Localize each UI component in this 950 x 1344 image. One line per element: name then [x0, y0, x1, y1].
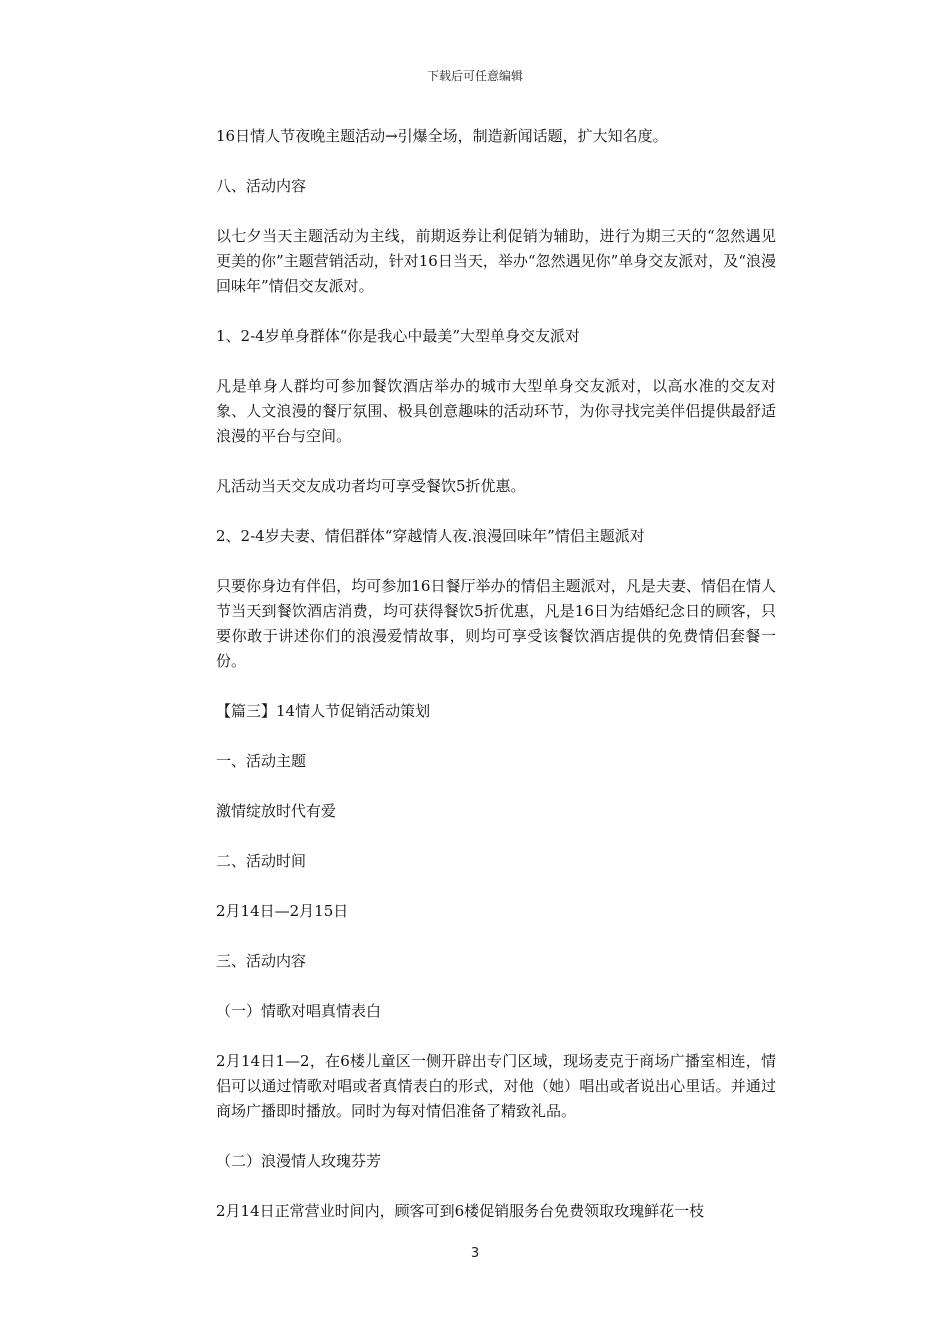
paragraph: 以七夕当天主题活动为主线，前期返券让利促销为辅助，进行为期三天的“忽然遇见更美的你”主题营销活动，针对16日当天，举办“忽然遇见你”单身交友派对，及“浪漫回味年”情侣交友派对。 — [216, 227, 776, 295]
section-heading: 一、活动主题 — [216, 752, 307, 770]
section-heading: 八、活动内容 — [216, 177, 307, 195]
paragraph: 16日情人节夜晚主题活动→引爆全场，制造新闻话题，扩大知名度。 — [216, 127, 668, 145]
page-header: 下载后可任意编辑 — [426, 69, 523, 83]
subsection-heading: 2、2-4岁夫妻、情侣群体“穿越情人夜.浪漫回味年”情侣主题派对 — [216, 527, 645, 545]
section-heading: 三、活动内容 — [216, 952, 307, 970]
paragraph: 凡是单身人群均可参加餐饮酒店举办的城市大型单身交友派对，以高水准的交友对象、人文浪漫的餐厅氛围、极具创意趣味的活动环节，为你寻找完美伴侣提供最舒适浪漫的平台与空间。 — [216, 377, 776, 445]
paragraph: 2月14日—2月15日 — [216, 902, 349, 920]
chapter-heading: 【篇三】14情人节促销活动策划 — [216, 702, 431, 720]
subsection-heading: 1、2-4岁单身群体“你是我心中最美”大型单身交友派对 — [216, 327, 581, 345]
subsection-heading: （二）浪漫情人玫瑰芬芳 — [216, 1152, 382, 1170]
paragraph: 只要你身边有伴侣，均可参加16日餐厅举办的情侣主题派对，凡是夫妻、情侣在情人节当天到餐饮酒店消费，均可获得餐饮5折优惠，凡是16日为结婚纪念日的顾客，只要你敢于讲述你们的浪漫爱情故事，则均可享受该餐饮酒店提供的免费情侣套餐一份。 — [216, 577, 776, 670]
paragraph: 2月14日1—2，在6楼儿童区一侧开辟出专门区域，现场麦克于商场广播室相连，情侣可以通过情歌对唱或者真情表白的形式，对他（她）唱出或者说出心里话。并通过商场广播即时播放。同时为每对情侣准备了精致礼品。 — [216, 1052, 776, 1120]
subsection-heading: （一）情歌对唱真情表白 — [216, 1002, 382, 1020]
paragraph: 2月14日正常营业时间内，顾客可到6楼促销服务台免费领取玫瑰鲜花一枝 — [216, 1202, 705, 1220]
document-body — [216, 124, 776, 1224]
section-heading: 二、活动时间 — [216, 852, 307, 870]
page-number: 3 — [470, 1246, 480, 1261]
paragraph: 凡活动当天交友成功者均可享受餐饮5折优惠。 — [216, 477, 526, 495]
paragraph: 激情绽放时代有爱 — [216, 802, 337, 820]
